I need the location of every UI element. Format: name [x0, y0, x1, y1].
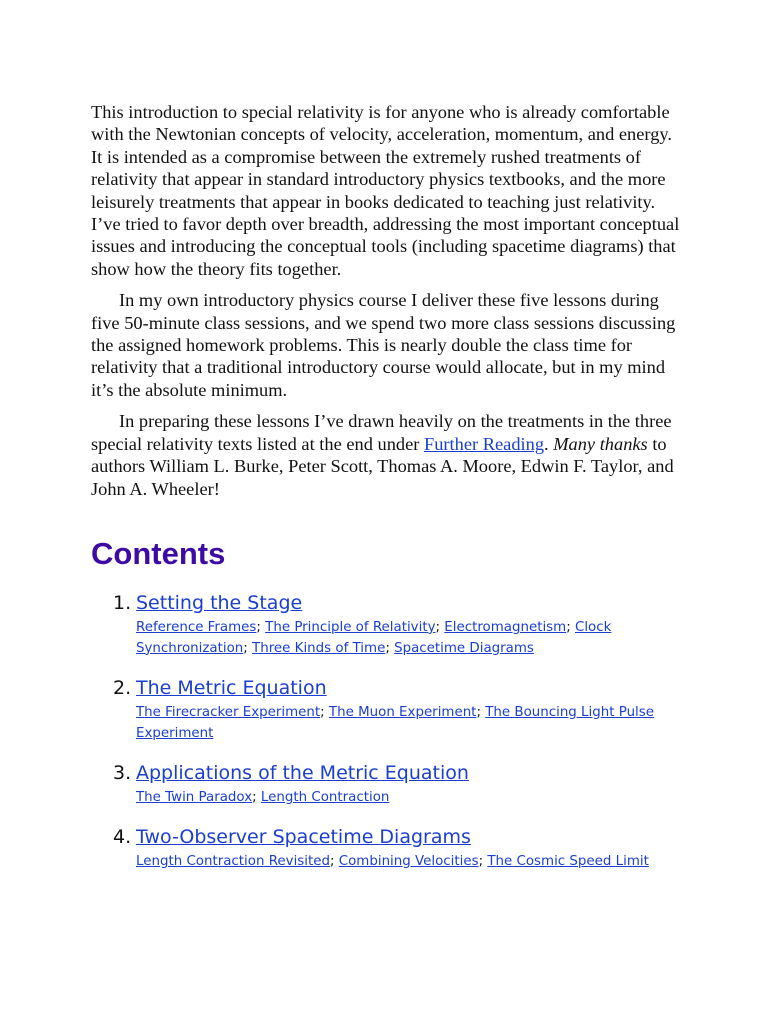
subtopic-link[interactable]: Electromagnetism — [444, 619, 567, 635]
chapter-subtopics — [136, 851, 681, 872]
subtopic-separator: ; — [435, 619, 445, 635]
chapter-subtopics — [136, 787, 681, 808]
intro-paragraph-3-end: to authors William L. Burke, Peter Scott, Thomas A. Moore, Edwin F. Taylor, and John A. Wheeler! — [91, 433, 674, 499]
chapter-link[interactable]: Two-Observer Spacetime Diagrams — [136, 825, 471, 848]
subtopic-link[interactable]: Spacetime Diagrams — [394, 640, 534, 656]
subtopic-link[interactable]: The Bouncing Light Pulse Experiment — [136, 704, 654, 741]
chapter-subtopics — [136, 617, 681, 659]
subtopic-link[interactable]: Reference Frames — [136, 619, 257, 635]
subtopic-separator: ; — [320, 704, 329, 720]
further-reading-link[interactable]: Further Reading — [423, 433, 545, 454]
intro-paragraph-1: This introduction to special relativity is for anyone who is already comfortable with the Newtonian concepts of velocity, acceleration, momentum, and energy. It is intended as a compromise between the extremely rushed treatments of relativity that appear in standard introductory physics textbooks, and the more leisurely treatments that appear in books dedicated to teaching just relativity. I’ve tried to favor depth over breadth, addressing the most important conceptual issues and introducing the conceptual tools (including spacetime diagrams) that show how the theory fits together. — [91, 102, 680, 279]
subtopic-link[interactable]: The Cosmic Speed Limit — [487, 853, 649, 869]
contents-list — [91, 590, 681, 872]
contents-item — [91, 824, 681, 872]
chapter-link[interactable]: Setting the Stage — [136, 591, 303, 614]
contents-item — [91, 590, 681, 659]
chapter-link[interactable]: Applications of the Metric Equation — [136, 761, 469, 784]
subtopic-separator: ; — [478, 853, 488, 869]
subtopic-link[interactable]: The Twin Paradox — [136, 789, 253, 805]
subtopic-separator: ; — [566, 619, 575, 635]
subtopic-separator: ; — [385, 640, 395, 656]
contents-item-number: 3. — [113, 761, 132, 784]
chapter-link[interactable]: The Metric Equation — [136, 676, 327, 699]
subtopic-link[interactable]: Clock Synchronization — [136, 619, 612, 656]
subtopic-link[interactable]: Length Contraction Revisited — [136, 853, 330, 869]
subtopic-link[interactable]: The Muon Experiment — [328, 704, 477, 720]
intro-paragraph-3 — [91, 410, 681, 500]
intro-paragraph-2: In my own introductory physics course I deliver these five lessons during five 50-minute class sessions, and we spend two more class sessions discussing the assigned homework problems. This is nearly double the class time for relativity that a traditional introductory course would allocate, but in my mind it’s the absolute minimum. — [91, 290, 676, 400]
intro-paragraph-3-text: In preparing these lessons I’ve drawn heavily on the treatments in the three special relativity texts listed at the end under — [91, 411, 672, 454]
subtopic-separator: ; — [476, 704, 486, 720]
contents-heading: Contents — [91, 535, 226, 571]
subtopic-separator: ; — [252, 789, 261, 805]
contents-item-number: 2. — [113, 676, 132, 699]
subtopic-link[interactable]: Combining Velocities — [338, 853, 479, 869]
subtopic-separator: ; — [256, 619, 266, 635]
subtopic-separator: ; — [329, 853, 339, 869]
subtopic-link[interactable]: Length Contraction — [260, 789, 390, 805]
contents-item — [91, 760, 681, 808]
contents-item-number: 1. — [113, 591, 132, 614]
intro-paragraph-3-italic: Many thanks — [553, 433, 648, 454]
page-content — [91, 101, 681, 888]
contents-item-number: 4. — [113, 825, 132, 848]
subtopic-link[interactable]: The Principle of Relativity — [265, 619, 436, 635]
subtopic-link[interactable]: The Firecracker Experiment — [136, 704, 321, 720]
subtopic-separator: ; — [243, 640, 253, 656]
contents-item — [91, 675, 681, 744]
intro-paragraph-3-period: . — [544, 433, 554, 454]
subtopic-link[interactable]: Three Kinds of Time — [252, 640, 386, 656]
chapter-subtopics — [136, 702, 681, 744]
